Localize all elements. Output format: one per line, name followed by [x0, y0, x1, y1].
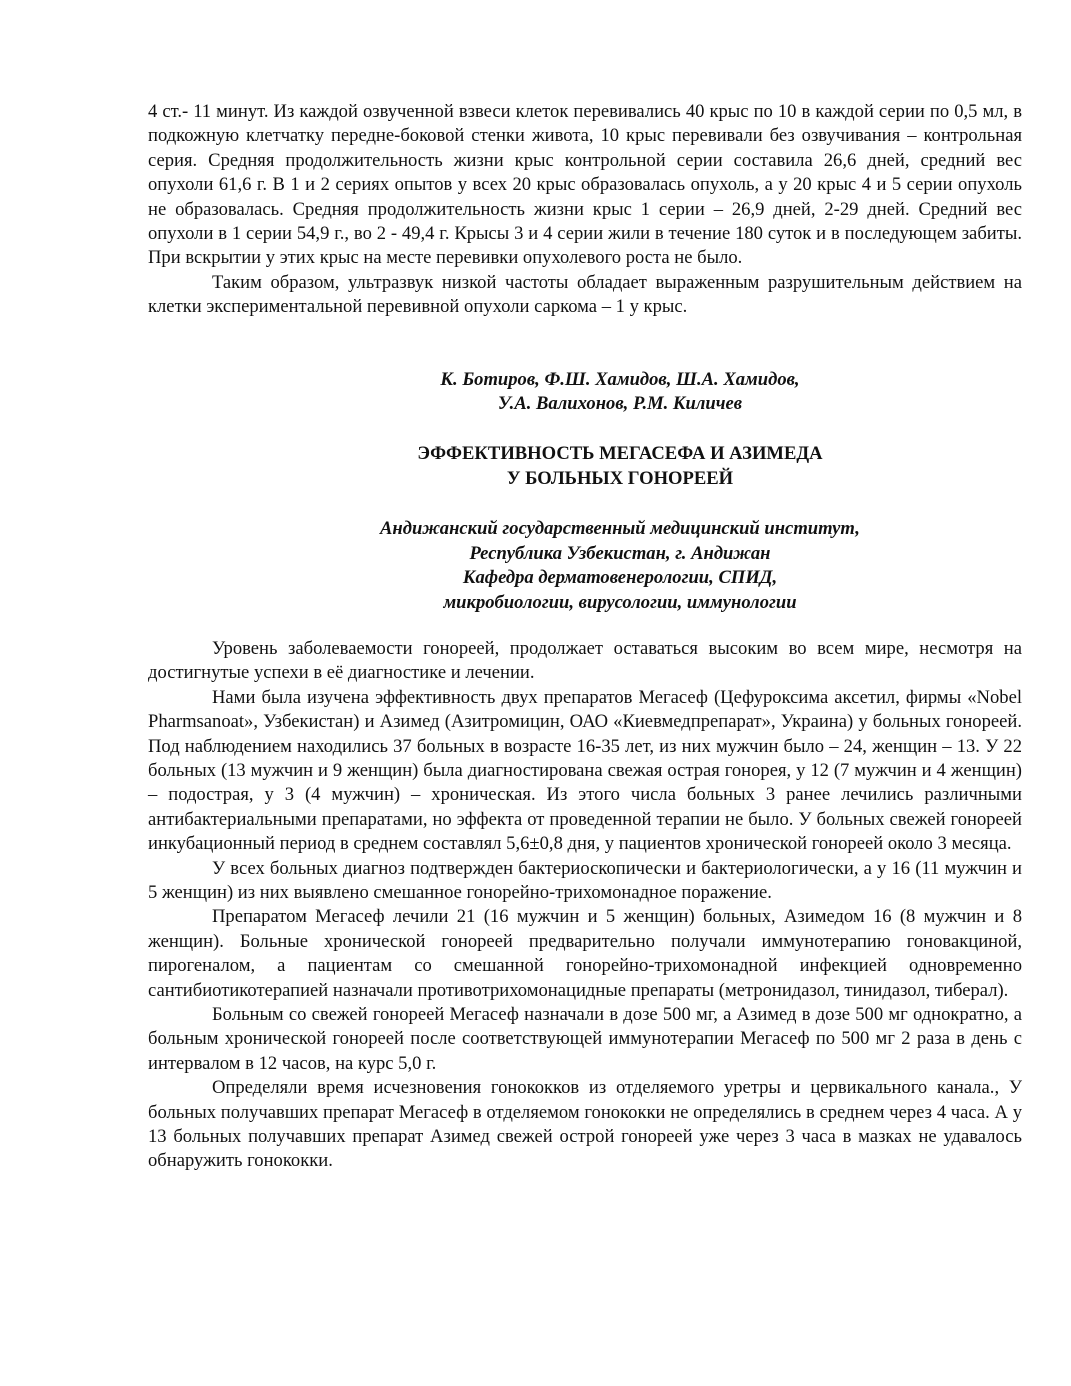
affiliation-line: Кафедра дерматовенерологии, СПИД,	[462, 567, 778, 589]
previous-article-ending	[148, 100, 1022, 320]
paragraph: 4 ст.- 11 минут. Из каждой озвученной взвеси клеток перевивались 40 крыс по 10 в каждой серии по 0,5 мл, в подкожную клетчатку передне-боковой стенки живота, 10 крыс перевивали без озвучивания – контрольная серия. Средняя продолжительность жизни крыс контрольной серии составила 26,6 дней, средний вес опухоли 61,6 г. В 1 и 2 сериях опытов у всех 20 крыс образовалась опухоль, а у 20 крыс 4 и 5 серии опухоль не образовалась. Средняя продолжительность жизни крыс 1 серии – 26,9 дней, 2-29 дней. Средний вес опухоли в 1 серии 54,9 г., во 2 - 49,4 г. Крысы 3 и 4 серии жили в течение 180 суток и в последующем забиты. При вскрытии у этих крыс на месте перевивки опухолевого роста не было.	[148, 101, 1022, 269]
article-body	[148, 637, 1022, 1174]
affiliation-line: Республика Узбекистан, г. Андижан	[469, 542, 771, 564]
document-page	[148, 100, 1022, 1174]
paragraph: Таким образом, ультразвук низкой частоты обладает выраженным разрушительным действием на клетки экспериментальной перевивной опухоли саркома – 1 у крыс.	[148, 271, 1022, 318]
affiliation-line: микробиологии, вирусологии, иммунологии	[443, 591, 797, 613]
title-line: ЭФФЕКТИВНОСТЬ МЕГАСЕФА И АЗИМЕДА	[417, 443, 823, 465]
authors-line: К. Ботиров, Ф.Ш. Хамидов, Ш.А. Хамидов,	[440, 368, 800, 390]
article-authors	[148, 368, 1022, 417]
paragraph: Уровень заболеваемости гонореей, продолжает оставаться высоким во всем мире, несмотря на достигнутые успехи в её диагностике и лечении.	[148, 637, 1022, 684]
title-line: У БОЛЬНЫХ ГОНОРЕЕЙ	[506, 467, 734, 489]
paragraph: Больным со свежей гонореей Мегасеф назначали в дозе 500 мг, а Азимед в дозе 500 мг однократно, а больным хронической гонореей после соответствующей иммунотерапии Мегасеф по 500 мг 2 раза в день с интервалом в 12 часов, на курс 5,0 г.	[148, 1004, 1022, 1074]
paragraph: Препаратом Мегасеф лечили 21 (16 мужчин и 5 женщин) больных, Азимедом 16 (8 мужчин и 8 женщин). Больные хронической гонореей предварительно получали иммунотерапию гоновакциной, пирогеналом, а пациентам со смешанной гонорейно-трихомонадной инфекцией одновременно сантибиотикотерапией назначали противотрихомонацидные препараты (метронидазол, тинидазол, тиберал).	[148, 906, 1022, 1001]
affiliation-line: Андижанский государственный медицинский институт,	[380, 518, 860, 540]
authors-line: У.А. Валихонов, Р.М. Киличев	[497, 393, 743, 415]
paragraph: У всех больных диагноз подтвержден бактериоскопически и бактериологически, а у 16 (11 мужчин и 5 женщин) из них выявлено смешанное гонорейно-трихомонадное поражение.	[148, 857, 1022, 903]
article-affiliation	[148, 517, 1022, 615]
article-title	[148, 442, 1022, 491]
paragraph: Определяли время исчезновения гонококков из отделяемого уретры и цервикального канала., У больных получавших препарат Мегасеф в отделяемом гонококки не определялись в среднем через 4 часа. А у 13 больных получавших препарат Азимед свежей острой гонореей уже через 3 часа в мазках не удавалось обнаружить гонококки.	[148, 1077, 1022, 1172]
paragraph: Нами была изучена эффективность двух препаратов Мегасеф (Цефуроксима аксетил, фирмы «Nobel Pharmsanoat», Узбекистан) и Азимед (Азитромицин, ОАО «Киевмедпрепарат», Украина) у больных гонореей. Под наблюдением находились 37 больных в возрасте 16-35 лет, из них мужчин было – 24, женщин – 13. У 22 больных (13 мужчин и 9 женщин) была диагностирована свежая острая гонорея, у 12 (7 мужчин и 4 женщин) – подострая, у 3 (4 мужчин) – хроническая. Из этого числа больных 3 ранее лечились различными антибактериальными препаратами, но эффекта от проведенной терапии не было. У больных свежей гонореей инкубационный период в среднем составлял 5,6±0,8 дня, у пациентов хронической гонореей около 3 месяца.	[148, 686, 1022, 855]
